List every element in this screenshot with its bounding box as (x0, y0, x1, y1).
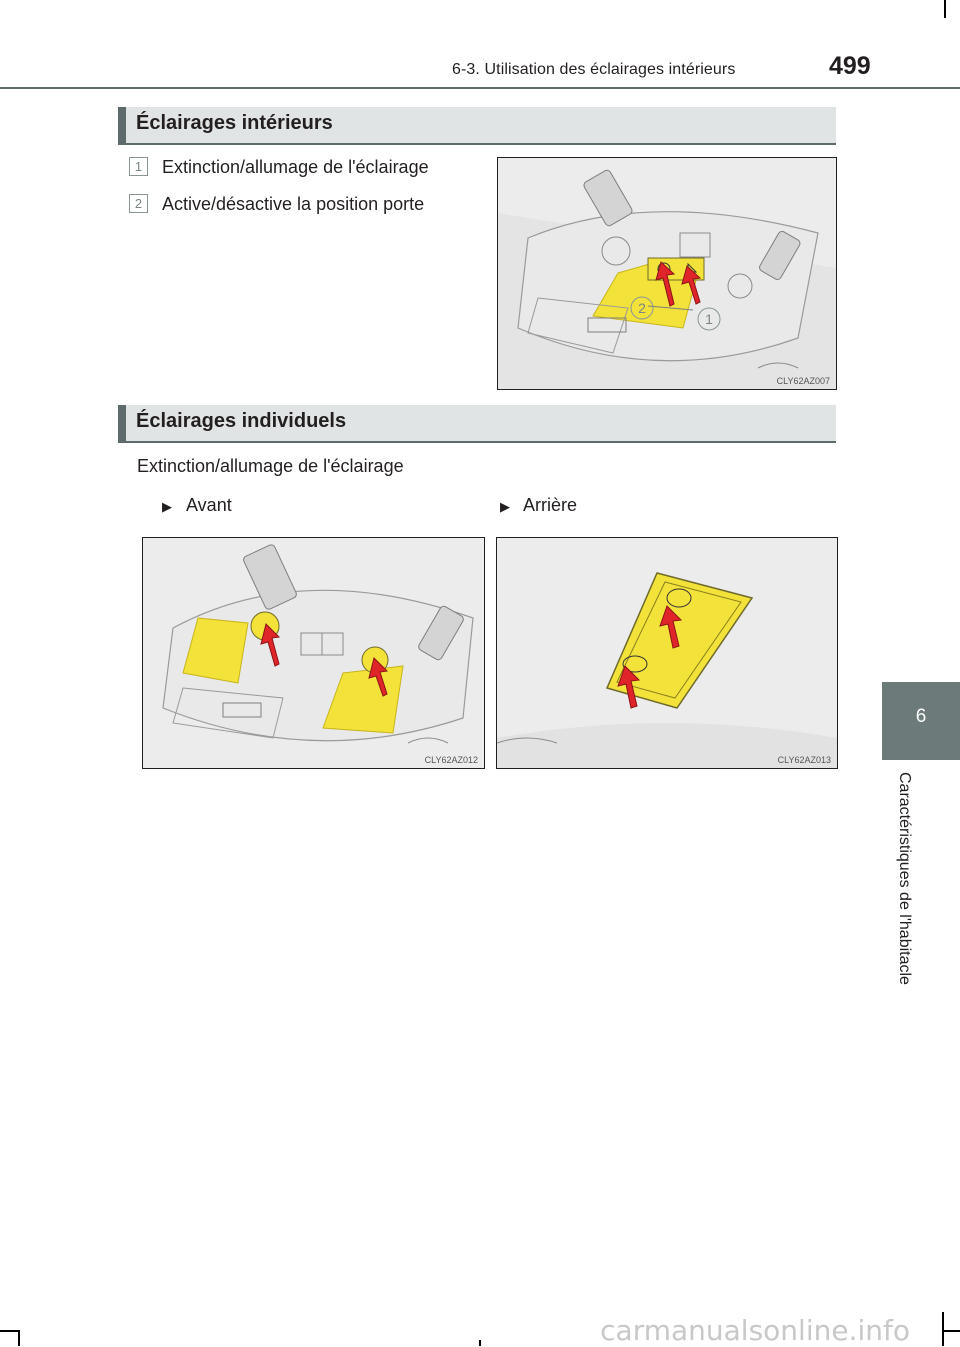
bullet-arrow-icon: ▶ (162, 499, 172, 514)
bullet-arrow-icon: ▶ (500, 499, 510, 514)
section-marker (118, 107, 126, 145)
chapter-number: 6 (915, 706, 927, 727)
section-title: Éclairages intérieurs (136, 112, 333, 134)
figure-interior-lights (497, 157, 837, 390)
figure-code: CLY62AZ013 (777, 755, 831, 765)
crop-mark (479, 1340, 481, 1346)
item-badge-1: 1 (129, 157, 148, 176)
crop-mark (942, 1330, 960, 1332)
section-title: Éclairages individuels (136, 410, 347, 432)
chapter-title: Caractéristiques de l'habitacle (896, 772, 913, 985)
rear-console-illustration (497, 538, 837, 768)
section-heading-individuels (118, 405, 836, 443)
header-rule (0, 87, 960, 89)
item-text-2: Active/désactive la position porte (162, 194, 425, 214)
watermark: carmanualsonline.info (600, 1314, 910, 1347)
ceiling-console-illustration (498, 158, 836, 389)
section-heading-interieurs (118, 107, 836, 145)
figure-rear-lights (496, 537, 838, 769)
section-marker (118, 405, 126, 443)
crop-mark (944, 0, 946, 18)
front-console-illustration (143, 538, 484, 768)
crop-mark (942, 1312, 944, 1346)
callout-1: 1 (705, 311, 713, 327)
figure-code: CLY62AZ007 (776, 376, 830, 386)
label-arriere: Arrière (523, 495, 578, 515)
section2-intro: Extinction/allumage de l'éclairage (137, 456, 404, 476)
crop-mark (0, 1330, 18, 1332)
figure-code: CLY62AZ012 (424, 755, 478, 765)
item-badge-2: 2 (129, 194, 148, 213)
figure-front-lights (142, 537, 485, 769)
crop-mark (18, 1330, 20, 1346)
label-avant: Avant (186, 495, 232, 515)
item-text-1: Extinction/allumage de l'éclairage (162, 157, 429, 177)
page-number: 499 (829, 52, 871, 80)
callout-2: 2 (638, 300, 646, 316)
header-section-title: 6-3. Utilisation des éclairages intérieurs (452, 61, 736, 78)
